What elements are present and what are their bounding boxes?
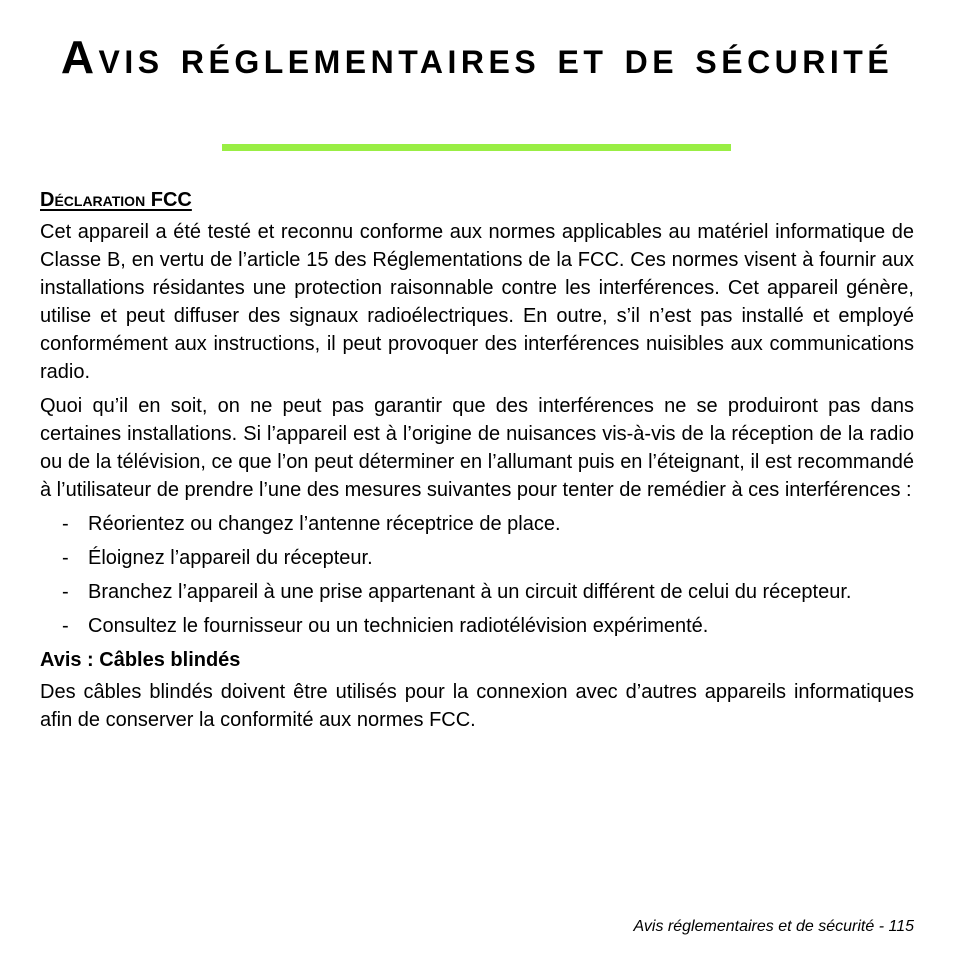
bullet-dash: - bbox=[62, 581, 69, 603]
measures-list bbox=[40, 510, 914, 640]
list-item-text: Réorientez ou changez l’antenne réceptrice de place. bbox=[88, 513, 561, 535]
list-item-text: Branchez l’appareil à une prise appartenant à un circuit différent de celui du récepteur. bbox=[88, 581, 852, 603]
page-title: Avis réglementaires et de sécurité bbox=[60, 31, 894, 83]
bullet-dash: - bbox=[62, 513, 69, 535]
paragraph-fcc-compliance: Cet appareil a été testé et reconnu conforme aux normes applicables au matériel informatique de Classe B, en vertu de l’article 15 des Réglementations de la FCC. Ces normes visent à fournir aux installations résidantes une protection raisonnable contre les interférences. Cet appareil génère, utilise et peut diffuser des signaux radioélectriques. En outre, s’il n’est pas installé et employé conformément aux instructions, il peut provoquer des interférences nuisibles aux communications radio. bbox=[40, 221, 914, 383]
list-item bbox=[40, 612, 914, 640]
page-content bbox=[40, 186, 914, 740]
bullet-dash: - bbox=[62, 615, 69, 637]
list-item bbox=[40, 578, 914, 606]
footer-running-title: Avis réglementaires et de sécurité - bbox=[633, 918, 889, 935]
list-item-text: Éloignez l’appareil du récepteur. bbox=[88, 547, 373, 569]
notice-heading-shielded-cables: Avis : Câbles blindés bbox=[40, 649, 241, 671]
paragraph-shielded-cables: Des câbles blindés doivent être utilisés pour la connexion avec d’autres appareils informatiques afin de conserver la conformité aux normes FCC. bbox=[40, 681, 914, 731]
bullet-dash: - bbox=[62, 547, 69, 569]
section-heading-fcc: Déclaration FCC bbox=[40, 189, 192, 211]
list-item bbox=[40, 544, 914, 572]
title-underline-rule bbox=[222, 144, 731, 151]
list-item-text: Consultez le fournisseur ou un technicien radiotélévision expérimenté. bbox=[88, 615, 709, 637]
page-number: 115 bbox=[888, 918, 914, 935]
page-footer bbox=[634, 917, 914, 937]
paragraph-interference-measures: Quoi qu’il en soit, on ne peut pas garantir que des interférences ne se produiront pas dans certaines installations. Si l’appareil est à l’origine de nuisances vis-à-vis de la réception de la radio ou de la télévision, ce que l’on peut déterminer en l’allumant puis en l’éteignant, il est recommandé à l’utilisateur de prendre l’une des mesures suivantes pour tenter de remédier à ces interférences : bbox=[40, 395, 914, 501]
list-item bbox=[40, 510, 914, 538]
